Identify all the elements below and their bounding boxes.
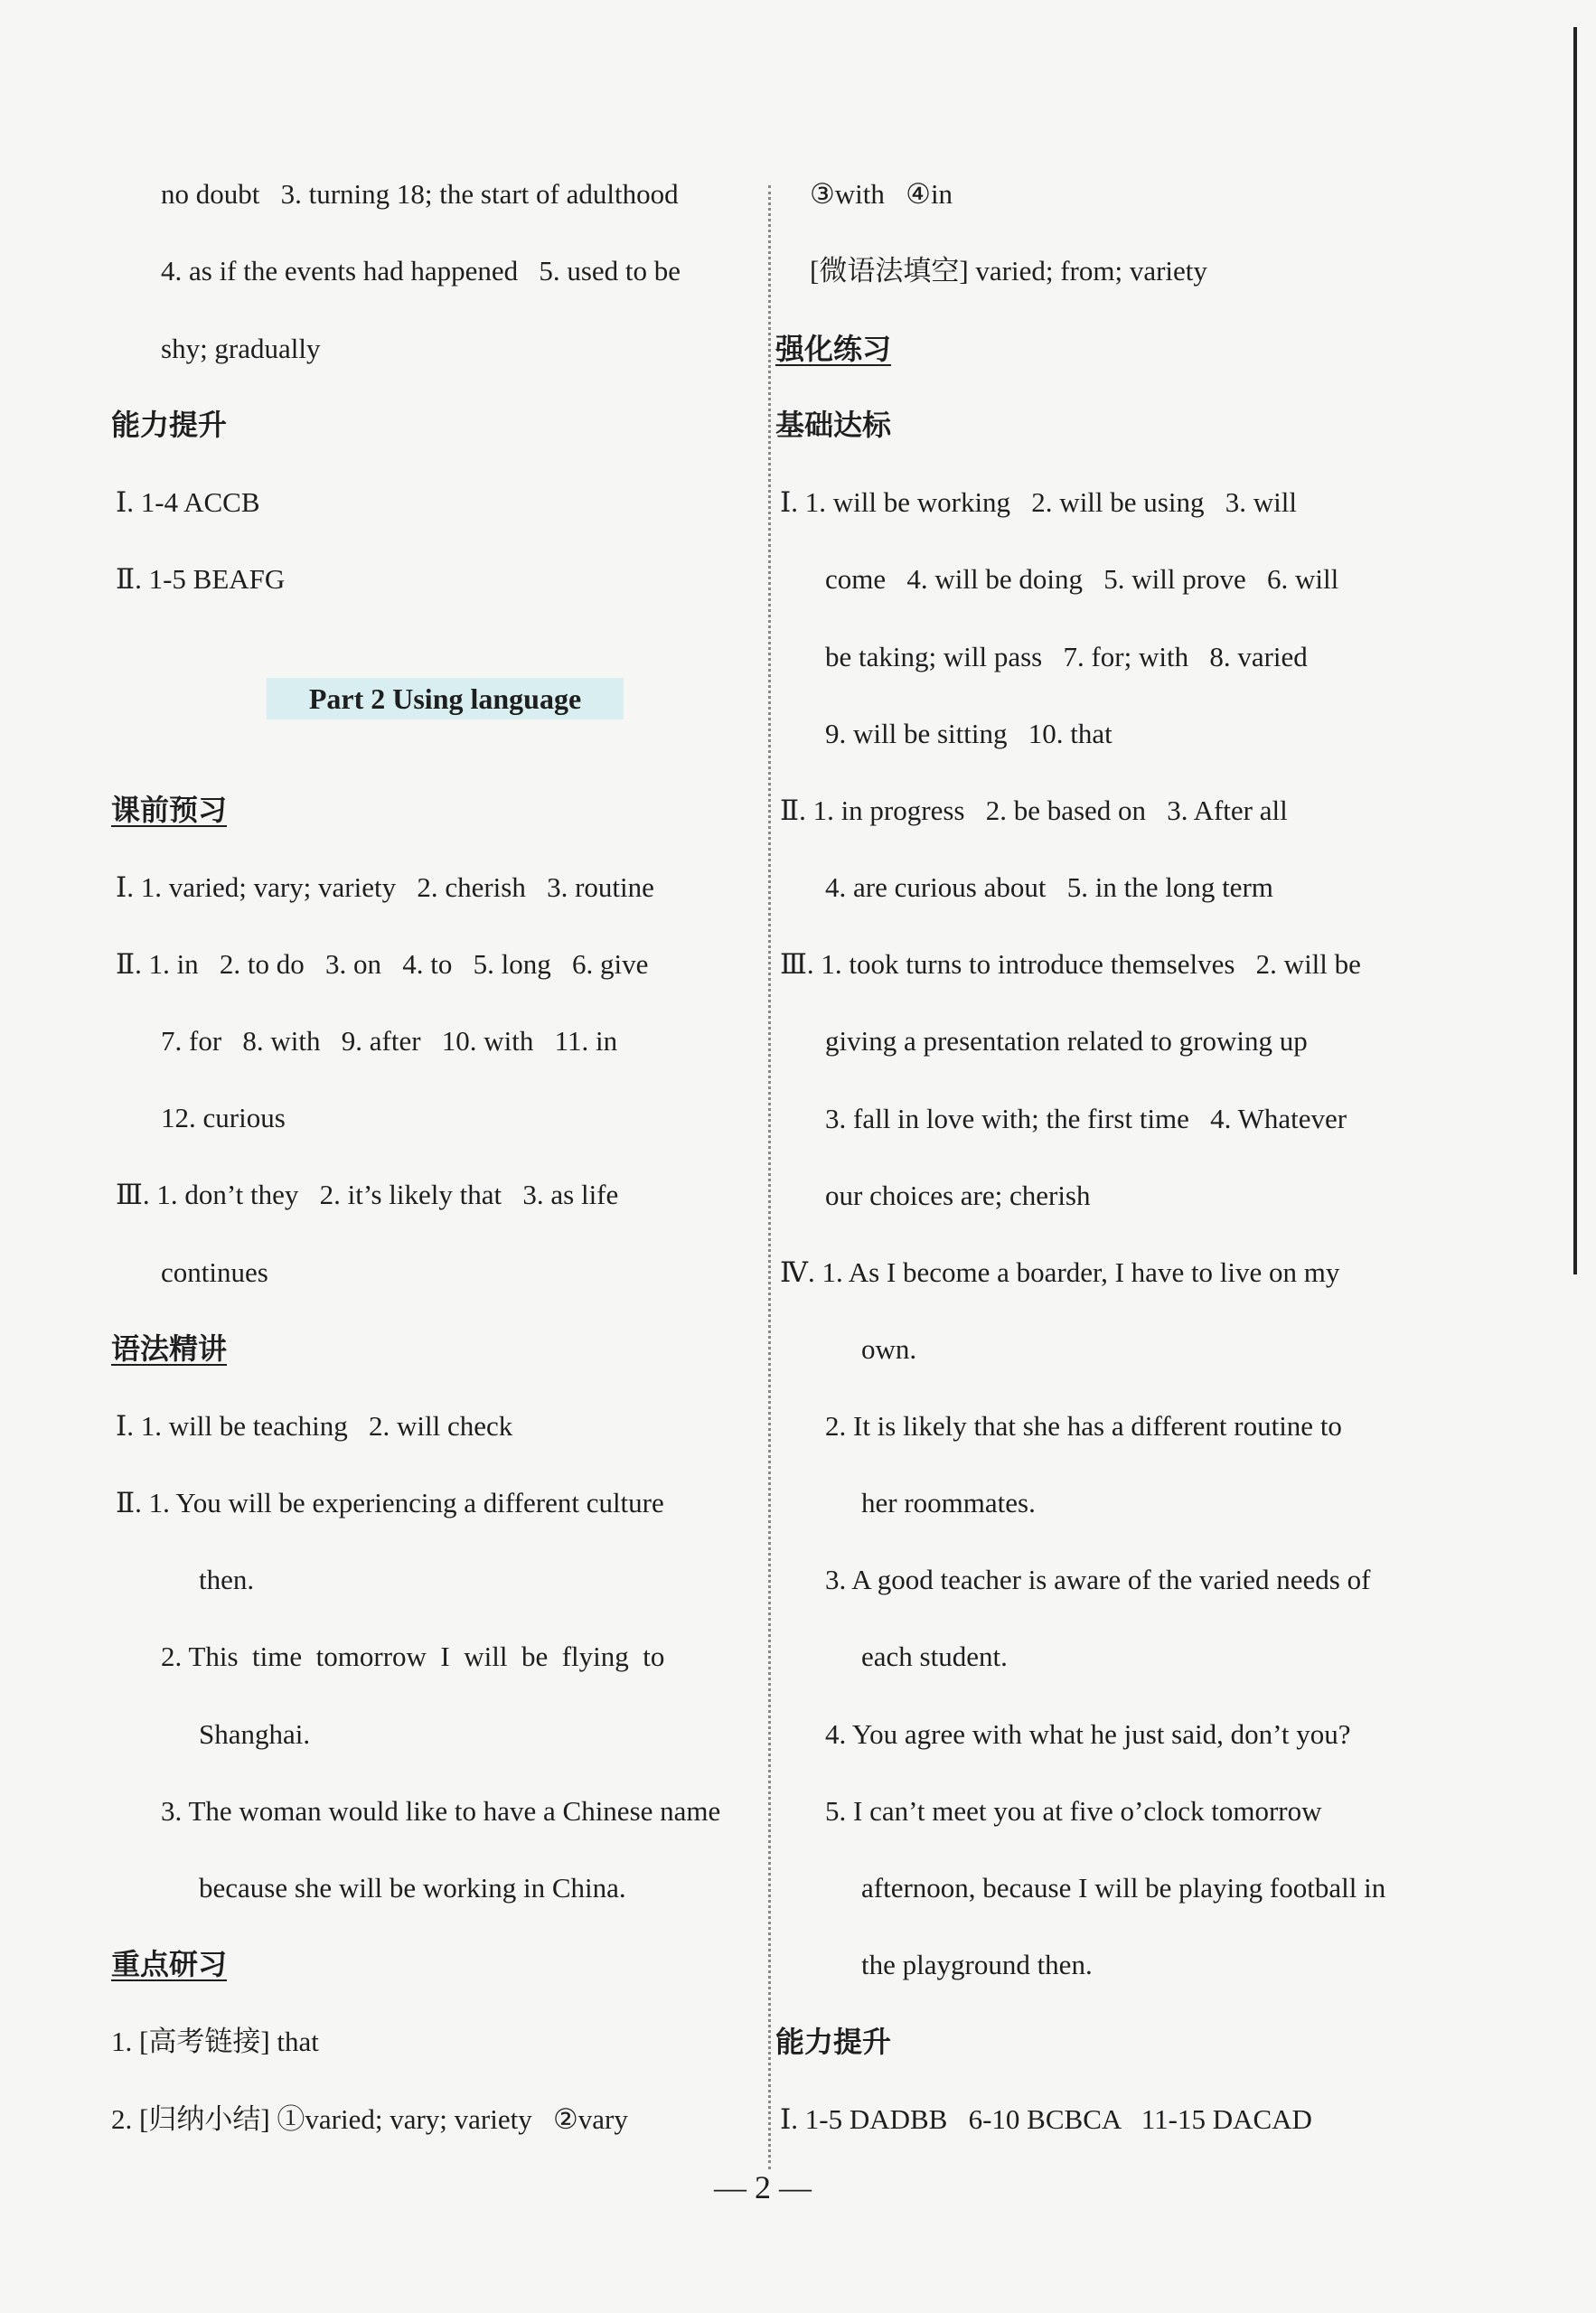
answer-line: Ⅰ. 1-4 ACCB — [116, 486, 260, 518]
section-heading-reinforce: 强化练习 — [775, 332, 892, 366]
answer-line: 12. curious — [161, 1102, 286, 1133]
answer-line: 3. fall in love with; the first time 4. Whatever — [825, 1103, 1347, 1134]
page-number: — 2 — — [714, 2169, 812, 2205]
answer-line: then. — [199, 1564, 255, 1595]
section-heading-ability: 能力提升 — [111, 408, 228, 442]
section-heading-key-study: 重点研习 — [111, 1947, 228, 1981]
answer-line: 4. as if the events had happened 5. used to be — [161, 255, 681, 287]
answer-line: shy; gradually — [161, 333, 321, 364]
answer-line: 2. This time tomorrow I will be flying to — [161, 1641, 665, 1672]
answer-line: continues — [161, 1256, 268, 1288]
answer-line: Ⅰ. 1. will be teaching 2. will check — [116, 1410, 513, 1442]
answer-line: 3. A good teacher is aware of the varied needs of — [825, 1564, 1371, 1595]
answer-line: 3. The woman would like to have a Chinese name — [161, 1795, 721, 1827]
answer-line: come 4. will be doing 5. will prove 6. will — [825, 563, 1339, 595]
page-edge-shadow — [1573, 27, 1577, 1274]
answer-line: 2. It is likely that she has a different routine to — [825, 1410, 1342, 1442]
section-heading-ability: 能力提升 — [775, 2025, 892, 2059]
answer-line: the playground then. — [861, 1949, 1093, 1980]
answer-line: Ⅲ. 1. took turns to introduce themselves 2. will be — [780, 948, 1361, 980]
section-heading-grammar: 语法精讲 — [111, 1331, 228, 1366]
answer-line: afternoon, because I will be playing football in — [861, 1872, 1386, 1904]
answer-line: ③with ④in — [810, 178, 953, 210]
answer-line: our choices are; cherish — [825, 1180, 1091, 1211]
answer-line: own. — [861, 1333, 917, 1365]
section-heading-basic: 基础达标 — [775, 408, 892, 442]
answer-line: Ⅱ. 1. in progress 2. be based on 3. After all — [780, 795, 1288, 826]
answer-line: 4. are curious about 5. in the long term — [825, 871, 1273, 903]
answer-line: Ⅰ. 1. will be working 2. will be using 3. will — [780, 486, 1297, 518]
answer-line: 5. I can’t meet you at five o’clock tomorrow — [825, 1795, 1322, 1827]
answer-line: no doubt 3. turning 18; the start of adulthood — [161, 178, 679, 210]
answer-line: be taking; will pass 7. for; with 8. varied — [825, 641, 1308, 672]
answer-line: because she will be working in China. — [199, 1872, 626, 1904]
answer-line: Shanghai. — [199, 1718, 311, 1750]
answer-line: Ⅱ. 1-5 BEAFG — [116, 563, 286, 595]
answer-line: Ⅱ. 1. You will be experiencing a different culture — [116, 1487, 664, 1518]
answer-line: giving a presentation related to growing up — [825, 1025, 1308, 1057]
column-divider — [768, 185, 771, 2169]
answer-line: 9. will be sitting 10. that — [825, 718, 1113, 749]
answer-line: 1. [高考链接] that — [111, 2026, 319, 2057]
answer-line: Ⅳ. 1. As I become a boarder, I have to live on my — [780, 1256, 1340, 1288]
section-heading-preview: 课前预习 — [111, 793, 228, 827]
answer-line: Ⅰ. 1. varied; vary; variety 2. cherish 3. routine — [116, 871, 654, 903]
answer-line: each student. — [861, 1641, 1008, 1672]
answer-line: [微语法填空] varied; from; variety — [810, 255, 1207, 287]
answer-line: Ⅱ. 1. in 2. to do 3. on 4. to 5. long 6. give — [116, 948, 649, 980]
answer-line: 7. for 8. with 9. after 10. with 11. in — [161, 1025, 618, 1057]
part-title: Part 2 Using language — [267, 678, 624, 719]
answer-line: Ⅰ. 1-5 DADBB 6-10 BCBCA 11-15 DACAD — [780, 2103, 1312, 2135]
answer-line: Ⅲ. 1. don’t they 2. it’s likely that 3. as life — [116, 1179, 619, 1210]
answer-line: 2. [归纳小结] ①varied; vary; variety ②vary — [111, 2103, 628, 2135]
answer-line: her roommates. — [861, 1487, 1036, 1518]
answer-line: 4. You agree with what he just said, don’t you? — [825, 1718, 1351, 1750]
